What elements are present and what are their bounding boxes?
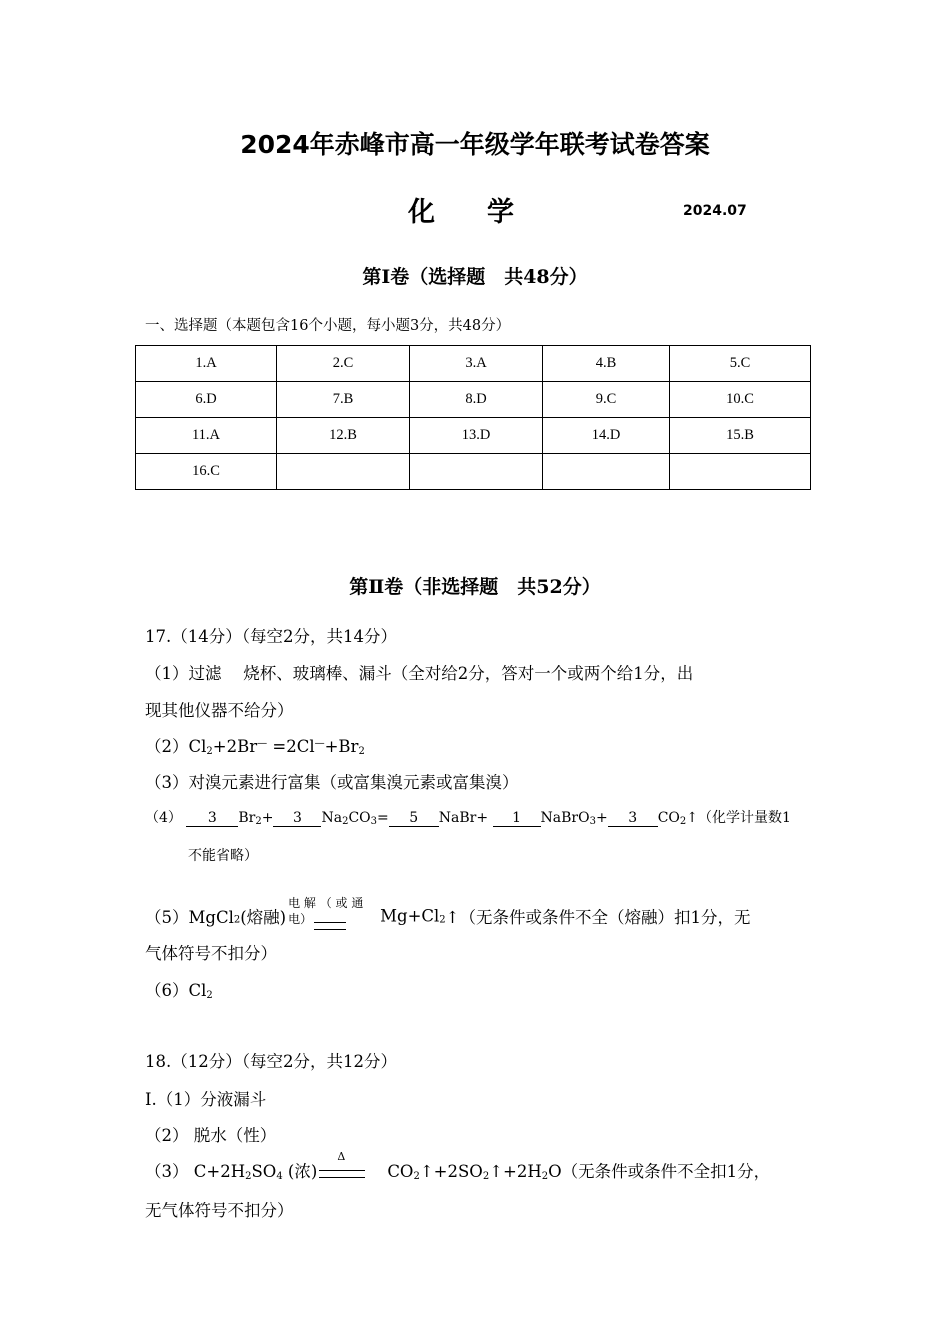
part2-title: 第Ⅱ卷（非选择题 共52分） — [349, 576, 601, 598]
q17-a4-coef-3: 5 — [389, 811, 439, 827]
q17-a4-species-1-tail: + — [261, 810, 274, 826]
q17-a4-species-4: NaBrO — [540, 810, 590, 826]
q17-a4-species-5-sub: 2 — [679, 816, 687, 827]
q17-a5-cond-top: 电 解 （ 或 通 — [288, 896, 364, 910]
q17-a4-species-1-sub: 2 — [255, 816, 262, 827]
q17-answer-1-line2: 现其他仪器不给分） — [145, 701, 294, 720]
q18-a3-prefix: （3） C+2H — [145, 1162, 246, 1181]
q17-a5-condition — [286, 896, 380, 936]
q18-heading: 18.（12分）（每空2分，共12分） — [145, 1052, 397, 1071]
answer-cell — [410, 454, 543, 490]
answer-cell: 3.A — [410, 346, 543, 382]
answer-cell: 2.C — [277, 346, 410, 382]
q17-a4-coef-2: 3 — [273, 811, 321, 827]
q17-a5-sub2: 2 — [439, 914, 446, 926]
answer-cell: 10.C — [670, 382, 811, 418]
q17-a4-species-2-tail: = — [377, 810, 389, 826]
answer-cell: 15.B — [670, 418, 811, 454]
q17-a2-part2: =2Cl — [267, 737, 315, 756]
q17-a2-cl: Cl — [188, 737, 207, 756]
answer-row — [136, 454, 811, 490]
answer-row — [136, 382, 811, 418]
q17-a4-coef-1: 3 — [186, 811, 238, 827]
part1-instruction: 一、选择题（本题包含16个小题，每小题3分，共48分） — [145, 318, 511, 334]
q18-a3-condition — [317, 1150, 387, 1182]
q17-a2-cl-sub: 2 — [206, 746, 213, 757]
subject-title: 化学 — [408, 197, 566, 228]
q17-answer-2 — [145, 733, 365, 757]
answer-cell — [670, 454, 811, 490]
q18-a3-state: (浓) — [282, 1162, 318, 1181]
q17-a4-species-5-tail: ↑（化学计量数1 — [686, 810, 791, 826]
q18-a3-sub1: 2 — [245, 1171, 252, 1182]
q18-answer-3 — [145, 1150, 770, 1190]
q17-a2-br-sub: 2 — [358, 746, 365, 757]
q17-a4-coef-4: 1 — [493, 811, 541, 827]
answer-cell — [543, 454, 670, 490]
q18-a3-sub5: 2 — [541, 1171, 549, 1182]
q17-a4-species-5: CO — [657, 810, 680, 826]
q17-heading: 17.（14分）（每空2分，共14分） — [145, 627, 397, 646]
q17-a4-species-4-tail: + — [595, 810, 608, 826]
answer-cell: 7.B — [277, 382, 410, 418]
exam-date: 2024.07 — [683, 203, 747, 219]
answer-row — [136, 346, 811, 382]
q17-a4-prefix: （4） — [145, 810, 182, 826]
q17-a2-part3: +Br — [324, 737, 359, 756]
q17-answer-4 — [145, 807, 791, 827]
q17-a4-species-1: Br — [238, 810, 256, 826]
answer-cell — [277, 454, 410, 490]
q17-a4-species-2-sub1: 2 — [342, 816, 349, 827]
q17-a2-charge2: — — [314, 738, 325, 749]
q18-a3-product-2: ↑+2SO — [419, 1162, 483, 1181]
q17-answer-5-line2: 气体符号不扣分） — [145, 944, 277, 963]
q17-a4-coef-5: 3 — [608, 811, 658, 827]
q17-a5-tail: ↑（无条件或条件不全（熔融）扣1分，无 — [445, 908, 751, 927]
q18-answer-3-line2: 无气体符号不扣分） — [145, 1201, 294, 1220]
q17-a5-product: Mg+Cl — [380, 906, 440, 926]
answer-cell: 12.B — [277, 418, 410, 454]
q17-answer-5 — [145, 896, 751, 936]
q17-a4-species-4-sub: 3 — [589, 816, 596, 827]
q17-a5-prefix: （5）MgCl — [145, 908, 234, 927]
q18-a3-equals-sign — [319, 1170, 365, 1178]
q17-a4-species-2-mid: CO — [348, 810, 371, 826]
q17-a2-prefix: （2） — [145, 737, 189, 756]
q18-a3-sub4: 2 — [482, 1171, 490, 1182]
answer-cell: 5.C — [670, 346, 811, 382]
answer-cell: 4.B — [543, 346, 670, 382]
answer-row — [136, 418, 811, 454]
answer-cell: 6.D — [136, 382, 277, 418]
answer-cell: 9.C — [543, 382, 670, 418]
q18-answer-2: （2） 脱水（性） — [145, 1126, 277, 1145]
answer-cell: 1.A — [136, 346, 277, 382]
q17-a4-species-2-sub2: 3 — [370, 816, 378, 827]
q18-answer-1: I.（1）分液漏斗 — [145, 1090, 267, 1109]
q17-answer-6 — [145, 977, 213, 1001]
q17-answer-3: （3）对溴元素进行富集（或富集溴元素或富集溴） — [145, 773, 519, 792]
answer-cell: 11.A — [136, 418, 277, 454]
q18-a3-sub2: 4 — [276, 1171, 283, 1182]
answer-cell: 8.D — [410, 382, 543, 418]
q17-a5-cond-bottom: 电） — [288, 912, 313, 926]
q18-a3-tail: O（无条件或条件不全扣1分， — [548, 1162, 771, 1181]
answer-cell: 16.C — [136, 454, 277, 490]
q17-a5-sub1: 2 — [233, 914, 241, 926]
q17-a2-part1: +2Br — [212, 737, 258, 756]
answer-cell: 14.D — [543, 418, 670, 454]
q17-answer-1-line1: （1）过滤 烧杯、玻璃棒、漏斗（全对给2分，答对一个或两个给1分，出 — [145, 664, 694, 683]
q17-answer-4-line2: 不能省略） — [188, 848, 258, 864]
q18-a3-delta: Δ — [337, 1150, 346, 1163]
q18-a3-product-3: ↑+2H — [489, 1162, 542, 1181]
document-title: 2024年赤峰市高一年级学年联考试卷答案 — [240, 130, 710, 159]
q17-a4-species-2: Na — [321, 810, 343, 826]
answer-table — [135, 345, 811, 490]
q17-a2-charge1: — — [257, 738, 268, 749]
q18-a3-product-1: CO — [387, 1162, 414, 1181]
q18-a3-mid: SO — [251, 1162, 277, 1181]
q18-a3-sub3: 2 — [413, 1171, 420, 1182]
q17-a6-sub: 2 — [206, 990, 213, 1001]
q17-a5-state: (熔融) — [240, 908, 287, 927]
q17-a4-species-3: NaBr+ — [438, 810, 489, 826]
part1-title: 第Ⅰ卷（选择题 共48分） — [362, 266, 588, 288]
q17-a5-equals-sign — [314, 922, 346, 930]
q17-a6-prefix: （6）Cl — [145, 981, 207, 1000]
answer-cell: 13.D — [410, 418, 543, 454]
